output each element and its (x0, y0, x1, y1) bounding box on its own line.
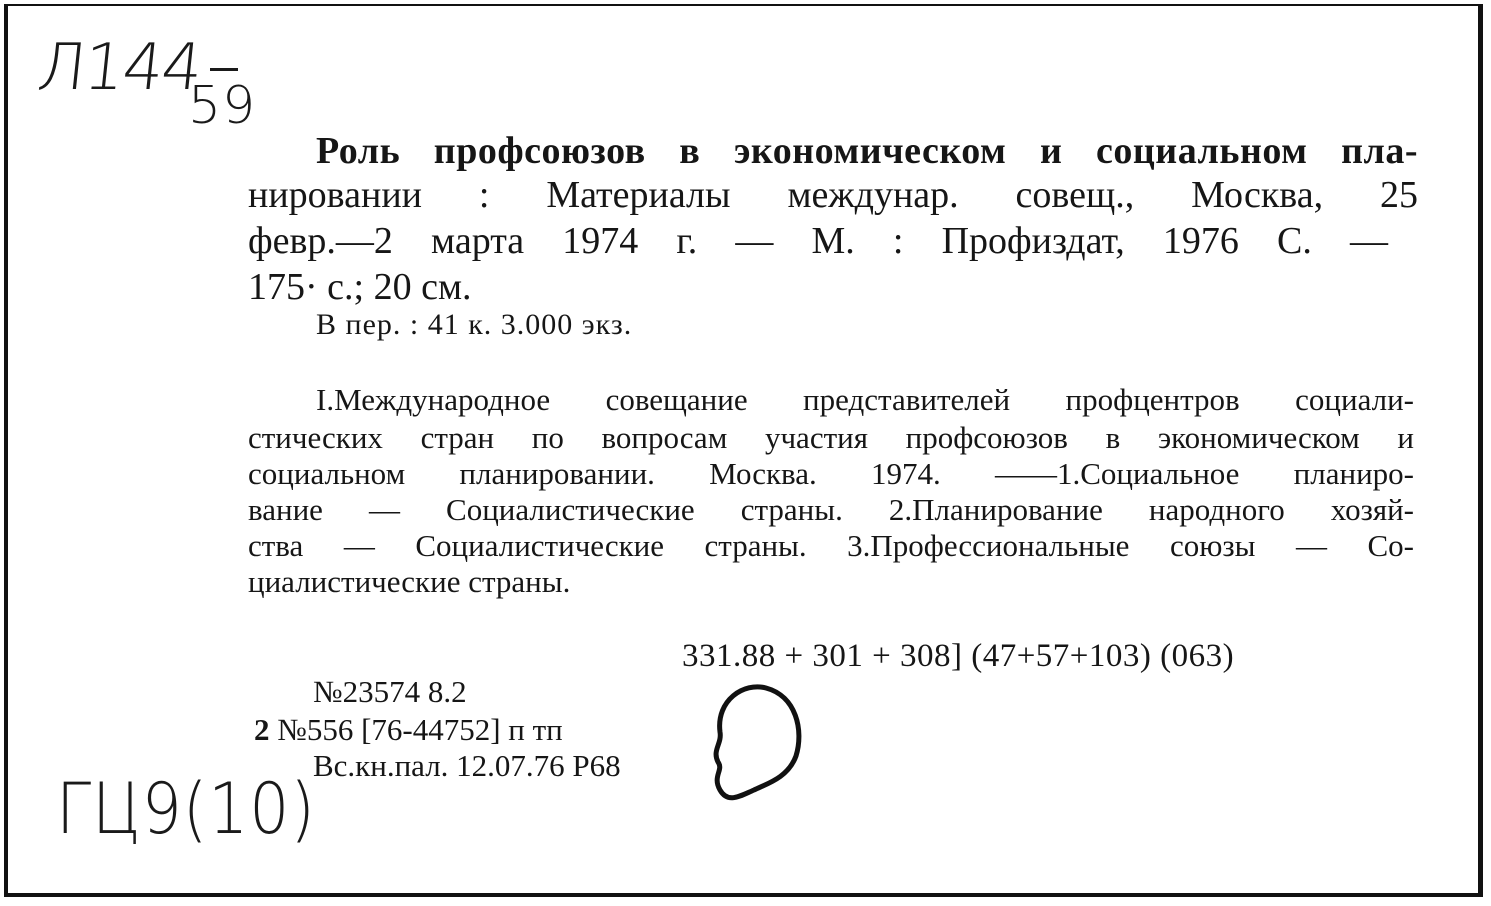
handwritten-shelf-code: Л144 (34, 31, 205, 105)
title-line: февр.—2 марта 1974 г. — М. : Профиздат, 1976 С. — (248, 220, 1388, 262)
card-number: №23574 8.2 (313, 674, 467, 709)
title-line: 175· с.; 20 см. (248, 266, 472, 308)
subject-line: циалистические страны. (248, 564, 571, 599)
record-line (254, 714, 563, 745)
classification-index: 331.88 + 301 + 308] (47+57+103) (063) (682, 638, 1235, 674)
title-line: нировании : Материалы междунар. совещ., Москва, 25 (248, 174, 1418, 216)
subject-line: ства — Социалистические страны. 3.Профессиональные союзы — Со- (248, 528, 1414, 563)
punch-hole-outline (700, 672, 810, 812)
title-line: Роль профсоюзов в экономическом и социальном пла- (316, 130, 1418, 172)
handwritten-index-code: ГЦ9(10) (56, 768, 316, 850)
subject-line: стических стран по вопросам участия профсоюзов в экономическом и (248, 420, 1414, 455)
subject-line: I.Международное совещание представителей профцентров социали- (316, 382, 1414, 417)
subject-line: социальном планировании. Москва. 1974. ——1.Социальное планиро- (248, 456, 1414, 491)
subject-line: вание — Социалистические страны. 2.Планирование народного хозяй- (248, 492, 1414, 527)
handwritten-shelf-code-sub: 59 (188, 76, 257, 136)
price-line: В пер. : 41 к. 3.000 экз. (316, 308, 633, 341)
handwritten-overline (210, 68, 238, 71)
record-prefix: 2 (254, 712, 270, 747)
book-chamber-line: Вс.кн.пал. 12.07.76 Р68 (313, 748, 621, 783)
record-text: №556 [76-44752] п тп (277, 712, 563, 747)
